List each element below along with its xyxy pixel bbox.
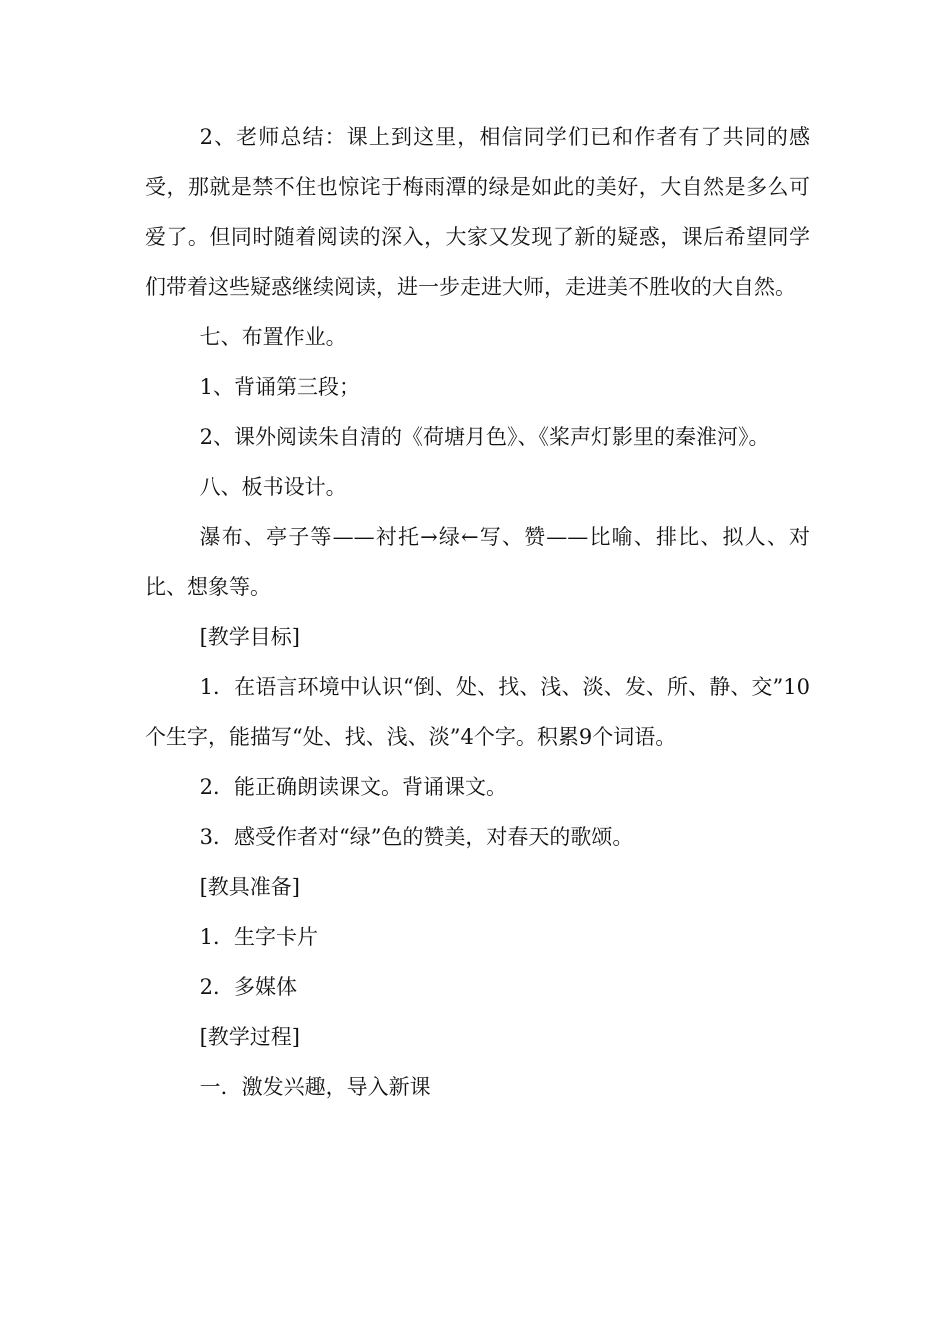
goal-item-1: 1．在语言环境中认识“倒、处、找、浅、淡、发、所、静、交”10个生字，能描写“处、找、浅、淡”4个字。积累9个词语。 — [145, 675, 810, 749]
paragraph-teacher-summary: 2、老师总结：课上到这里，相信同学们已和作者有了共同的感受，那就是禁不住也惊诧于梅雨潭的绿是如此的美好，大自然是多么可爱了。但同时随着阅读的深入，大家又发现了新的疑惑，课后希望同学们带着这些疑惑继续阅读，进一步走进大师，走进美不胜收的大自然。 — [145, 125, 810, 299]
section-teaching-process: [教学过程] — [199, 1025, 300, 1049]
homework-item-2: 2、课外阅读朱自清的《荷塘月色》、《桨声灯影里的秦淮河》。 — [199, 425, 770, 449]
aid-item-2: 2．多媒体 — [199, 975, 297, 999]
homework-item-1: 1、背诵第三段； — [199, 375, 360, 399]
section-teaching-goals: [教学目标] — [199, 625, 300, 649]
process-step-1: 一．激发兴趣，导入新课 — [199, 1075, 431, 1099]
heading-board-design: 八、板书设计。 — [199, 475, 347, 499]
section-teaching-aids: [教具准备] — [199, 875, 300, 899]
heading-assign-homework: 七、布置作业。 — [199, 325, 347, 349]
aid-item-1: 1．生字卡片 — [199, 925, 318, 949]
goal-item-2: 2．能正确朗读课文。背诵课文。 — [199, 775, 507, 799]
goal-item-3: 3．感受作者对“绿”色的赞美，对春天的歌颂。 — [199, 825, 634, 849]
board-design-content: 瀑布、亭子等——衬托→绿←写、赞——比喻、排比、拟人、对比、想象等。 — [145, 525, 810, 599]
document-body — [145, 112, 810, 1112]
